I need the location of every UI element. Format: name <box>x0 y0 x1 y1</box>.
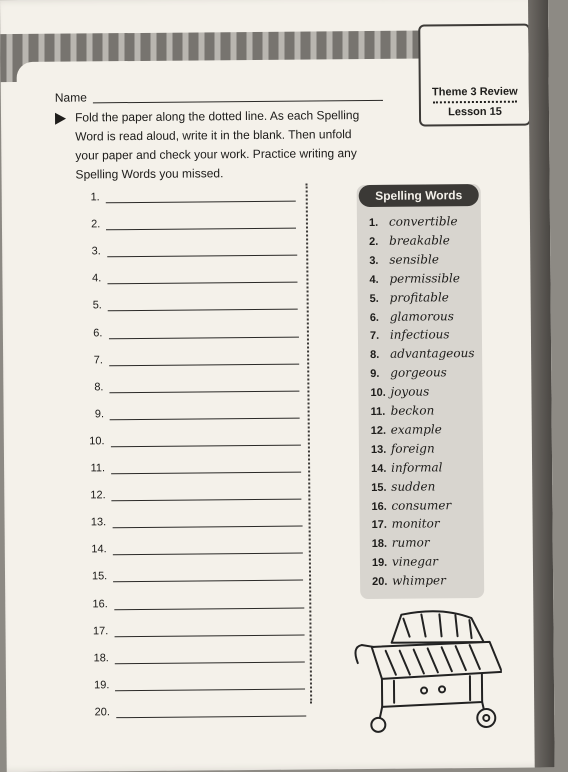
answer-blank-row <box>68 488 308 508</box>
answer-blank-row <box>70 623 310 643</box>
answer-blank-row <box>71 650 311 670</box>
answer-line[interactable] <box>113 580 303 583</box>
spelling-word: convertible <box>388 214 458 229</box>
spelling-word-number: 15. <box>371 481 387 494</box>
spelling-word-number: 7. <box>369 330 380 343</box>
lesson-number: Lesson 15 <box>448 105 502 119</box>
spelling-word: breakable <box>389 233 450 248</box>
blank-number: 4. <box>92 272 102 285</box>
answer-line[interactable] <box>111 472 301 475</box>
spelling-word-number: 16. <box>371 500 387 513</box>
spelling-word: permissible <box>389 270 461 286</box>
blank-number: 1. <box>90 191 100 204</box>
spelling-words-title: Spelling Words <box>359 184 479 207</box>
blank-number: 19. <box>94 679 110 692</box>
answer-line[interactable] <box>106 201 296 204</box>
answer-line[interactable] <box>113 553 303 556</box>
blank-number: 8. <box>94 380 104 394</box>
answer-line[interactable] <box>107 282 297 285</box>
answer-line[interactable] <box>111 444 301 447</box>
spelling-word: consumer <box>391 497 452 513</box>
answer-line[interactable] <box>107 255 297 258</box>
blank-number: 15. <box>91 570 108 583</box>
blank-number: 18. <box>93 651 109 665</box>
answer-line[interactable] <box>110 417 300 420</box>
answer-line[interactable] <box>112 526 302 529</box>
spelling-word: foreign <box>390 441 435 456</box>
answer-blank-row <box>62 190 302 210</box>
spelling-word: rumor <box>391 535 430 551</box>
spelling-word-number: 5. <box>369 292 379 305</box>
answer-blank-row <box>63 244 303 264</box>
answer-blank-row <box>71 677 311 697</box>
spelling-word-number: 12. <box>370 424 387 437</box>
answer-line[interactable] <box>114 607 304 610</box>
answer-line[interactable] <box>109 363 299 366</box>
grill-icon <box>351 606 502 735</box>
blank-number: 3. <box>91 245 101 258</box>
spelling-word-number: 18. <box>371 538 388 551</box>
spelling-word-number: 8. <box>370 349 380 362</box>
answer-line[interactable] <box>106 228 296 231</box>
blank-number: 13. <box>90 516 107 529</box>
answer-blank-row <box>62 217 302 237</box>
blank-number: 11. <box>90 462 106 475</box>
blank-number: 16. <box>92 597 108 610</box>
spelling-word: joyous <box>390 384 430 399</box>
theme-review-title: Theme 3 Review <box>431 85 518 99</box>
answer-blank-row <box>64 298 304 318</box>
blank-number: 17. <box>92 624 109 637</box>
spelling-word-number: 4. <box>369 273 379 286</box>
answer-line[interactable] <box>114 634 304 637</box>
spelling-word-number: 19. <box>371 557 388 570</box>
answer-blank-row <box>68 515 308 535</box>
blank-number: 2. <box>91 218 101 231</box>
name-label: Name <box>54 90 87 105</box>
blank-number: 9. <box>94 408 105 421</box>
spelling-word: sensible <box>389 252 439 267</box>
answer-blank-row <box>69 569 309 589</box>
blank-number: 6. <box>93 326 103 339</box>
answer-blank-row <box>69 542 309 562</box>
answer-blank-row <box>66 433 306 453</box>
answer-line[interactable] <box>108 309 298 312</box>
spelling-word-number: 3. <box>369 254 379 267</box>
answer-blank-row <box>64 325 304 345</box>
spelling-word-number: 10. <box>370 386 386 400</box>
blank-number: 7. <box>93 353 103 366</box>
spelling-word: sudden <box>391 478 436 494</box>
answer-blank-row <box>70 596 310 616</box>
answer-line[interactable] <box>108 336 298 339</box>
spelling-word: beckon <box>390 403 435 418</box>
lesson-tab <box>418 24 531 127</box>
answer-line[interactable] <box>115 688 305 691</box>
blank-number: 20. <box>94 706 110 719</box>
spelling-word-number: 1. <box>368 216 379 229</box>
blank-number: 12. <box>90 489 106 502</box>
spelling-word: profitable <box>389 289 449 305</box>
answer-line[interactable] <box>116 715 306 718</box>
binding-edge <box>528 0 555 768</box>
answer-blank-row <box>66 406 306 426</box>
spelling-word-number: 9. <box>370 368 380 381</box>
blank-number: 5. <box>92 299 102 312</box>
spelling-word-number: 17. <box>371 519 387 532</box>
answer-line[interactable] <box>115 661 305 664</box>
instructions: Fold the paper along the dotted line. As each Spelling Word is read aloud, write it in the blank. Then unfold your paper and check your work. Practice writing any Spelling Words you missed. <box>74 108 360 182</box>
spelling-word: informal <box>391 460 443 475</box>
spelling-word: infectious <box>389 327 450 343</box>
spelling-word-number: 2. <box>369 235 379 248</box>
answer-blank-row <box>72 704 312 724</box>
answer-blank-row <box>63 271 303 291</box>
spelling-word: advantageous <box>390 346 475 362</box>
spelling-word: glamorous <box>389 308 454 324</box>
blank-number: 14. <box>91 543 107 556</box>
answer-blank-row <box>65 352 305 372</box>
spelling-word-number: 13. <box>370 443 387 456</box>
spelling-word-number: 14. <box>371 462 387 475</box>
spelling-word-number: 20. <box>372 575 388 589</box>
answer-line[interactable] <box>112 499 302 502</box>
spelling-words-box <box>357 184 485 599</box>
answer-blank-row <box>67 461 307 481</box>
spelling-word: example <box>390 422 442 437</box>
spelling-word: gorgeous <box>390 365 447 380</box>
spelling-word: vinegar <box>391 554 439 569</box>
spelling-word: monitor <box>391 516 440 532</box>
triangle-arrow-icon <box>55 113 66 125</box>
spelling-word-number: 6. <box>369 311 380 324</box>
blank-number: 10. <box>89 435 105 448</box>
spelling-word: whimper <box>392 573 446 588</box>
answer-line[interactable] <box>110 390 300 393</box>
answer-blank-row <box>65 379 305 399</box>
tab-dotted-divider <box>433 101 517 104</box>
spelling-word-number: 11. <box>370 405 386 418</box>
